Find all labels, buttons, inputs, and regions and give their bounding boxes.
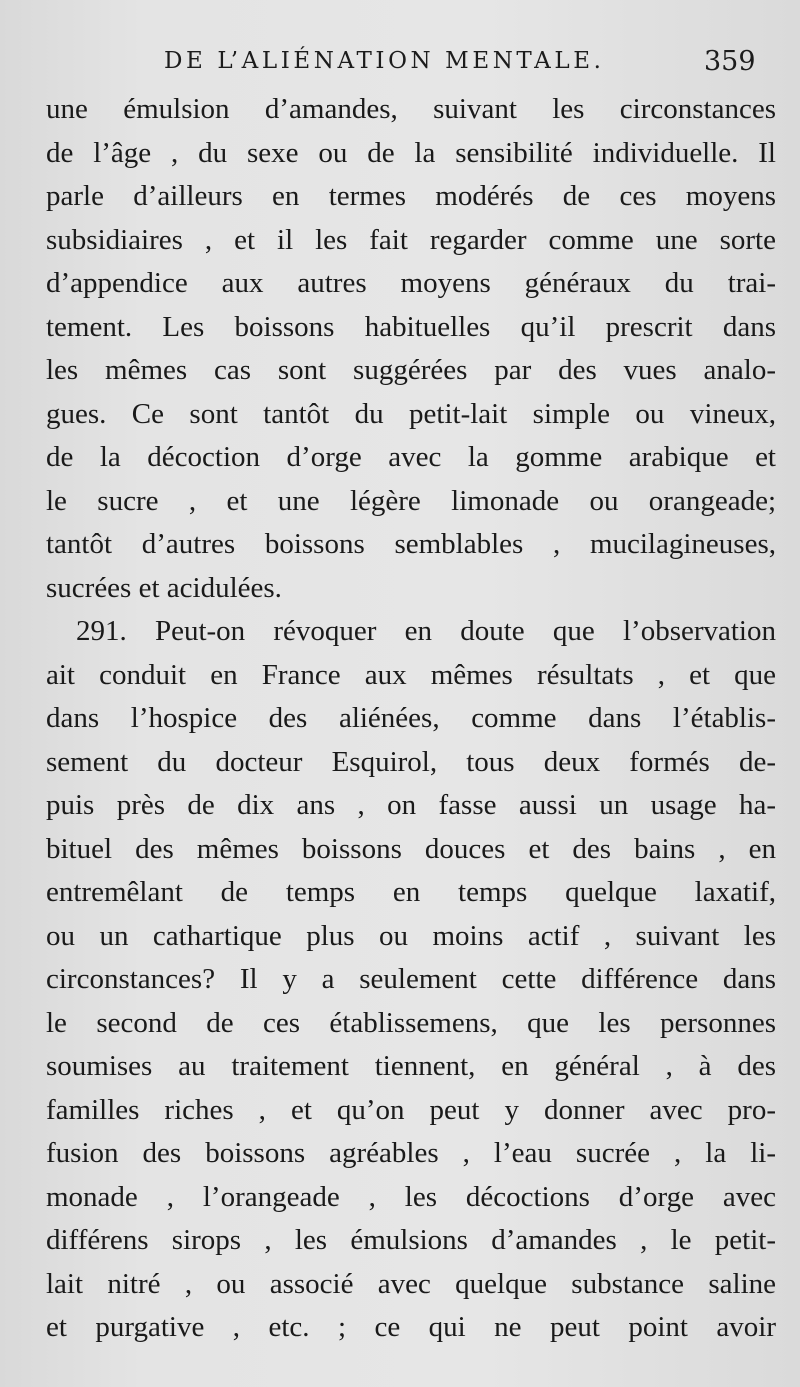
text-line: différens sirops , les émulsions d’amandes , le petit-: [46, 1224, 776, 1256]
text-line: lait nitré , ou associé avec quelque substance saline: [46, 1267, 776, 1300]
text-line: de la décoction d’orge avec la gomme arabique et: [46, 441, 776, 473]
text-line: tement. Les boissons habituelles qu’il prescrit dans: [46, 310, 776, 343]
text-line: fusion des boissons agréables , l’eau sucrée , la li-: [46, 1137, 776, 1169]
text-line: familles riches , et qu’on peut y donner avec pro-: [46, 1093, 776, 1126]
text-line: ou un cathartique plus ou moins actif , suivant les: [46, 919, 776, 952]
text-line: puis près de dix ans , on fasse aussi un usage ha-: [46, 789, 776, 821]
text-body: [46, 88, 776, 1350]
text-line: sement du docteur Esquirol, tous deux formés de-: [46, 745, 776, 778]
text-line: le sucre , et une légère limonade ou orangeade;: [46, 484, 776, 517]
page-number: 359: [704, 46, 756, 77]
text-line: soumises au traitement tiennent, en général , à des: [46, 1050, 776, 1082]
text-line: monade , l’orangeade , les décoctions d’orge avec: [46, 1180, 776, 1213]
running-head: DE L’ALIÉNATION MENTALE.: [164, 48, 605, 74]
text-line: d’appendice aux autres moyens généraux du trai-: [46, 267, 776, 299]
text-line: de l’âge , du sexe ou de la sensibilité individuelle. Il: [46, 136, 776, 169]
text-line: gues. Ce sont tantôt du petit-lait simple ou vineux,: [46, 397, 776, 430]
text-line: les mêmes cas sont suggérées par des vues analo-: [46, 354, 776, 386]
text-line: parle d’ailleurs en termes modérés de ces moyens: [46, 180, 776, 212]
page-header: [0, 44, 800, 84]
text-line: circonstances? Il y a seulement cette différence dans: [46, 963, 776, 995]
text-line: le second de ces établissemens, que les personnes: [46, 1006, 776, 1039]
text-line: subsidiaires , et il les fait regarder comme une sorte: [46, 223, 776, 256]
text-line: ait conduit en France aux mêmes résultats , et que: [46, 658, 776, 691]
text-line: une émulsion d’amandes, suivant les circonstances: [46, 93, 776, 125]
text-line: et purgative , etc. ; ce qui ne peut point avoir: [46, 1311, 776, 1343]
text-line: dans l’hospice des aliénées, comme dans l’établis-: [46, 702, 776, 734]
text-line: entremêlant de temps en temps quelque laxatif,: [46, 876, 776, 908]
text-line: 291. Peut-on révoquer en doute que l’observation: [76, 615, 776, 647]
text-line: tantôt d’autres boissons semblables , mucilagineuses,: [46, 528, 776, 560]
text-line: bituel des mêmes boissons douces et des bains , en: [46, 832, 776, 865]
text-line: sucrées et acidulées.: [46, 571, 282, 604]
